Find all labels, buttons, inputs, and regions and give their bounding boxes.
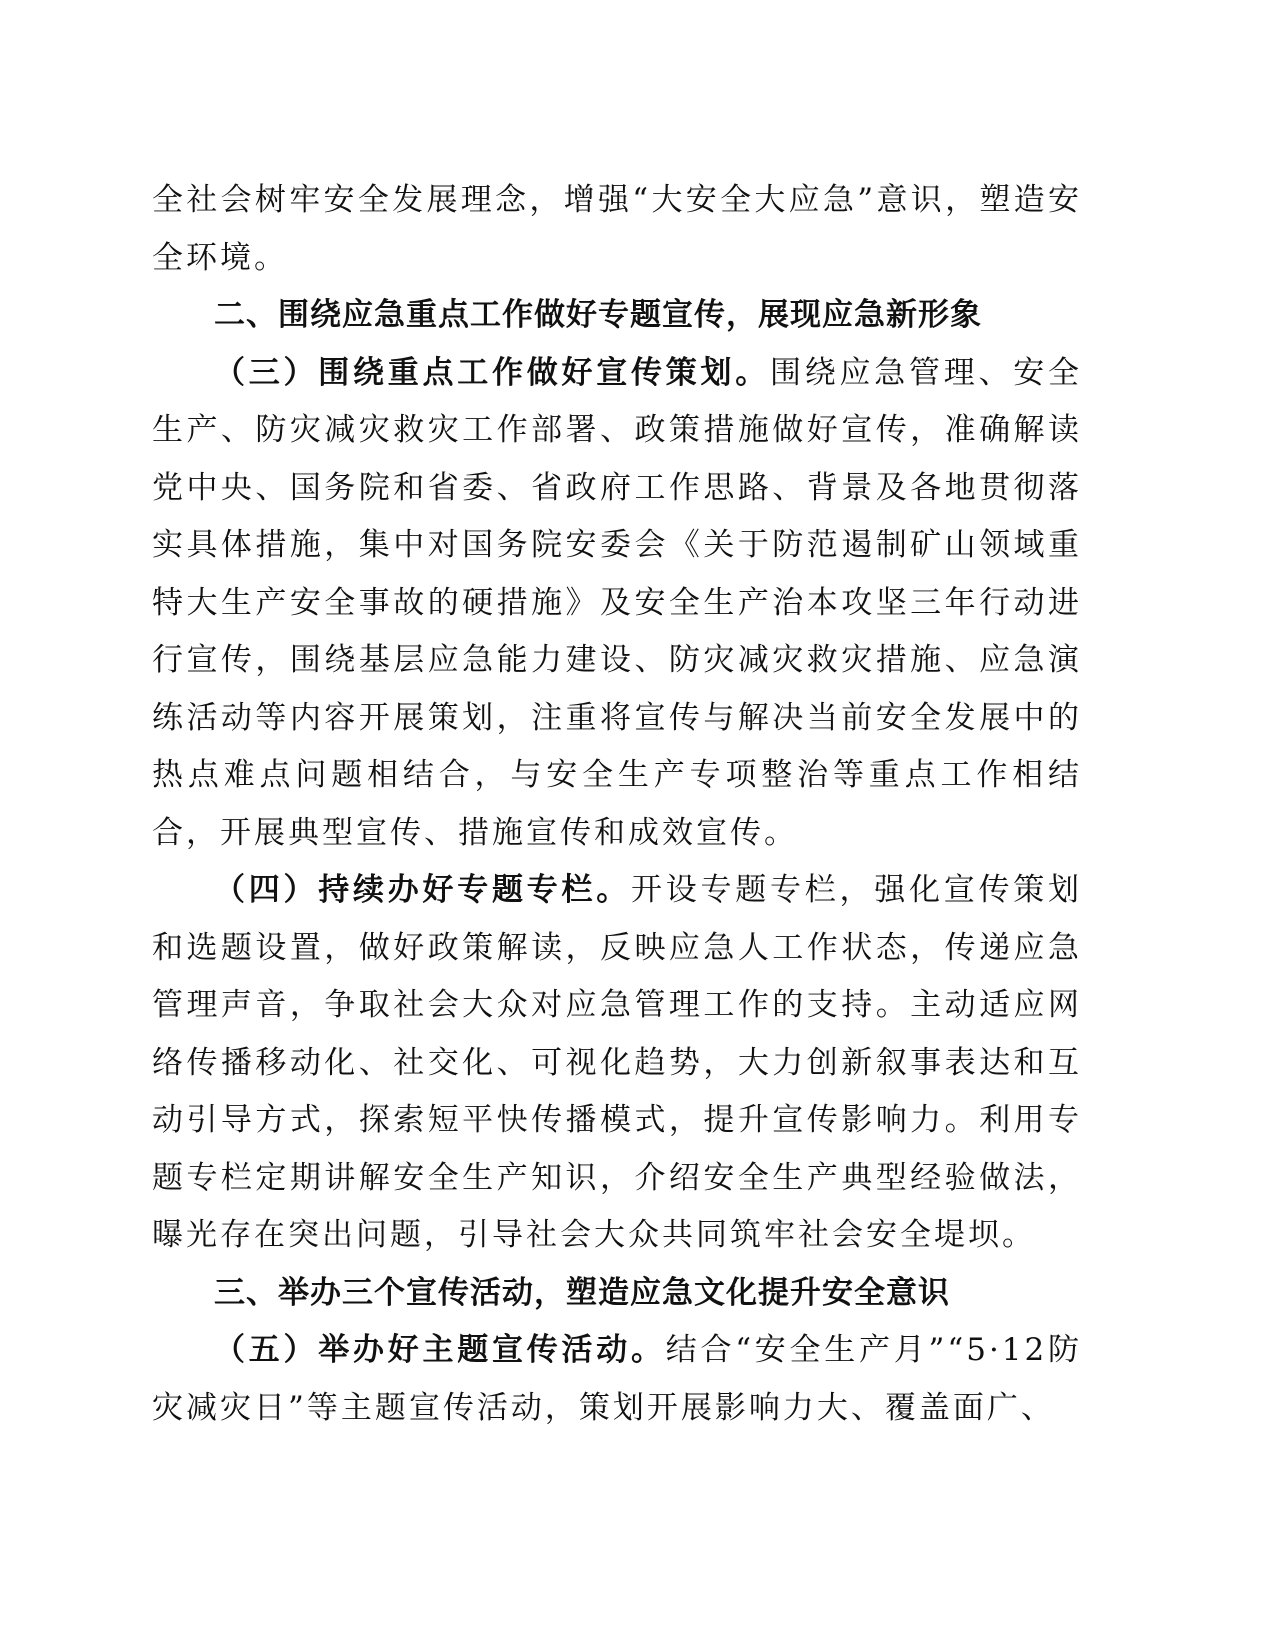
item-5-title: （五）举办好主题宣传活动。 <box>214 1332 666 1368</box>
item-4-body: 开设专题专栏，强化宣传策划和选题设置，做好政策解读，反映应急人工作状态，传递应急管理声音，争取社会大众对应急管理工作的支持。主动适应网络传播移动化、社交化、可视化趋势，大力创新叙事表达和互动引导方式，探索短平快传播模式，提升宣传影响力。利用专题专栏定期讲解安全生产知识，介绍安全生产典型经验做法，曝光存在突出问题，引导社会大众共同筑牢社会安全堤坝。 <box>152 872 1082 1253</box>
item-3-body: 围绕应急管理、安全生产、防灾减灾救灾工作部署、政策措施做好宣传，准确解读党中央、国务院和省委、省政府工作思路、背景及各地贯彻落实具体措施，集中对国务院安委会《关于防范遏制矿山领域重特大生产安全事故的硬措施》及安全生产治本攻坚三年行动进行宣传，围绕基层应急能力建设、防灾减灾救灾措施、应急演练活动等内容开展策划，注重将宣传与解决当前安全发展中的热点难点问题相结合，与安全生产专项整治等重点工作相结合，开展典型宣传、措施宣传和成效宣传。 <box>152 354 1082 851</box>
paragraph-item-4 <box>152 862 1082 1265</box>
item-3-title: （三）围绕重点工作做好宣传策划。 <box>214 354 770 391</box>
section-heading-3: 三、举办三个宣传活动，塑造应急文化提升安全意识 <box>214 1274 950 1311</box>
paragraph-item-3 <box>152 345 1082 863</box>
item-5-body: 结合“安全生产月”“5·12防灾减灾日”等主题宣传活动，策划开展影响力大、覆盖面广、 <box>152 1332 1082 1426</box>
section-heading-2: 二、围绕应急重点工作做好专题宣传，展现应急新形象 <box>214 297 982 333</box>
document-page <box>152 172 1082 1437</box>
item-4-title: （四）持续办好专题专栏。 <box>214 872 631 908</box>
paragraph-intro-continuation: 全社会树牢安全发展理念，增强“大安全大应急”意识，塑造安全环境。 <box>152 182 1082 276</box>
paragraph-item-5 <box>152 1322 1082 1437</box>
